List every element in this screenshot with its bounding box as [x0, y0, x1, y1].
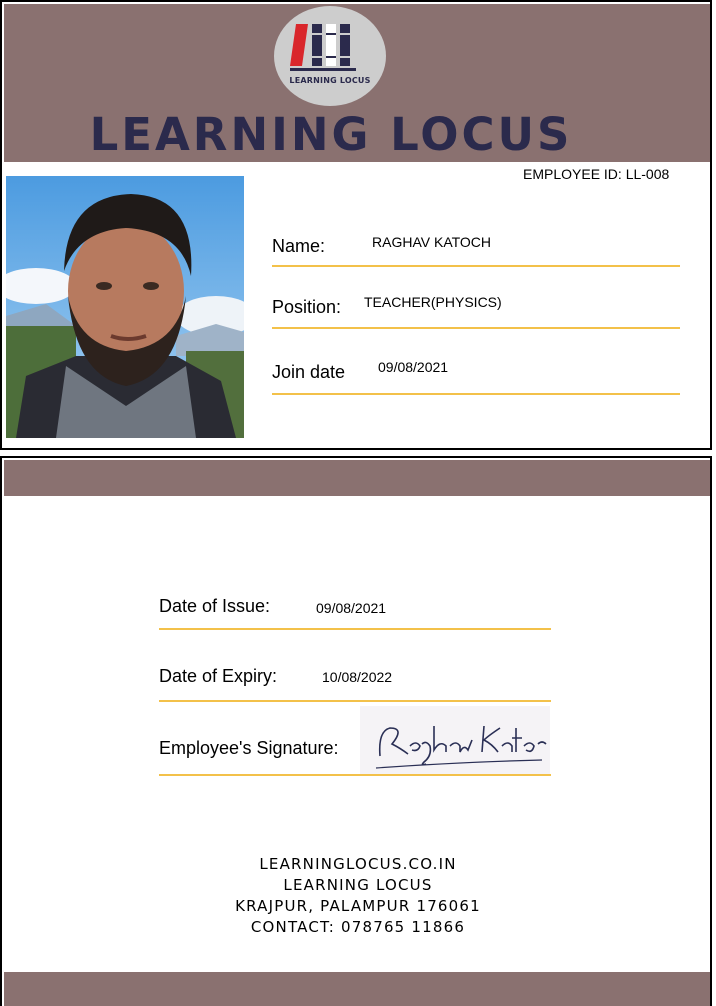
signature-underline	[159, 774, 551, 776]
brand-logo	[274, 6, 386, 106]
expiry-date-label: Date of Expiry:	[159, 666, 278, 686]
issue-date-underline	[159, 628, 551, 630]
expiry-date-value: 10/08/2022	[322, 669, 393, 685]
issue-date-label: Date of Issue:	[159, 596, 271, 616]
brand-title: LEARNING LOCUS	[89, 108, 573, 161]
contact-footer	[2, 854, 714, 938]
signature-image	[360, 706, 550, 776]
join-date-value: 09/08/2021	[378, 359, 449, 375]
contact-text: CONTACT: 078765 11866	[250, 918, 466, 936]
organization-name: LEARNING LOCUS	[283, 876, 433, 894]
position-value: TEACHER(PHYSICS)	[364, 294, 502, 310]
logo-caption: LEARNING LOCUS	[289, 76, 371, 85]
name-underline	[272, 265, 680, 267]
address-text: KRAJPUR, PALAMPUR 176061	[235, 897, 481, 915]
id-card-front	[0, 0, 712, 450]
books-logo-icon	[274, 6, 386, 106]
website-text: LEARNINGLOCUS.CO.IN	[259, 855, 457, 873]
back-bottom-band	[4, 972, 710, 1006]
employee-photo	[6, 176, 244, 438]
position-label: Position:	[272, 297, 342, 317]
handwritten-signature-icon	[360, 706, 550, 776]
name-value: RAGHAV KATOCH	[372, 234, 492, 250]
issue-date-value: 09/08/2021	[316, 600, 387, 616]
card-header	[4, 4, 710, 162]
join-date-underline	[272, 393, 680, 395]
id-card-back	[0, 456, 712, 1006]
join-date-label: Join date	[272, 362, 346, 382]
back-top-band	[4, 460, 710, 496]
signature-label: Employee's Signature:	[159, 738, 339, 758]
employee-id: EMPLOYEE ID: LL-008	[523, 166, 670, 182]
position-underline	[272, 327, 680, 329]
expiry-date-underline	[159, 700, 551, 702]
name-label: Name:	[272, 236, 326, 256]
